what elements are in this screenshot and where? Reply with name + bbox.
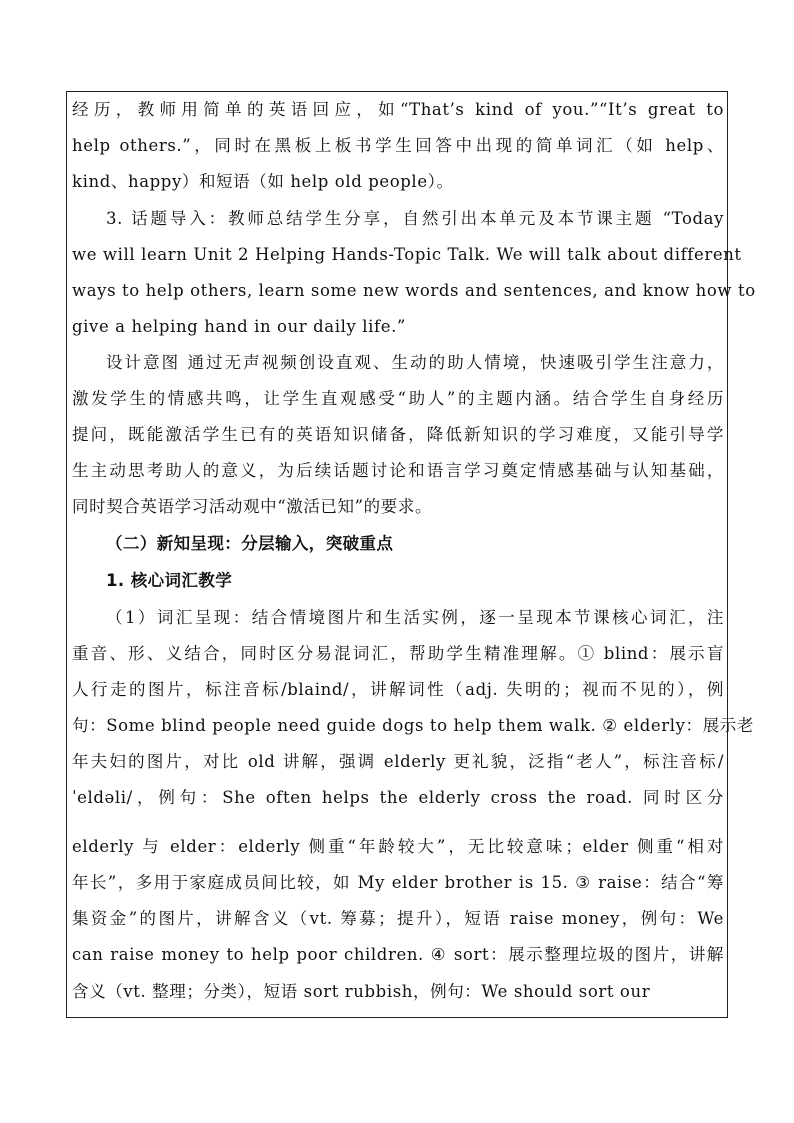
vocabulary-line: 句：Some blind people need guide dogs to help them walk. ② elderly：展示老 — [72, 716, 754, 735]
design-intent-line: 同时契合英语学习活动观中“激活已知”的要求。 — [72, 497, 433, 516]
paragraph-line: 经历，教师用简单的英语回应，如“That’s kind of you.”“It’s great to — [72, 100, 724, 119]
vocabulary-line: 集资金”的图片，讲解含义（vt. 筹募；提升），短语 raise money，例句：We — [72, 909, 724, 928]
vocabulary-line: 含义（vt. 整理；分类），短语 sort rubbish，例句：We should sort our — [72, 982, 651, 1001]
design-intent-line: 提问，既能激活学生已有的英语知识储备，降低新知识的学习难度，又能引导学 — [72, 425, 724, 444]
vocabulary-line: can raise money to help poor children. ④ sort：展示整理垃圾的图片，讲解 — [72, 945, 724, 964]
design-intent-line: 生主动思考助人的意义，为后续话题讨论和语言学习奠定情感基础与认知基础， — [72, 461, 724, 480]
paragraph-line: help others.”，同时在黑板上板书学生回答中出现的简单词汇（如 help、 — [72, 136, 724, 155]
paragraph-line: we will learn Unit 2 Helping Hands-Topic Talk. We will talk about different — [72, 245, 742, 264]
vocabulary-line: （1）词汇呈现：结合情境图片和生活实例，逐一呈现本节课核心词汇，注 — [106, 608, 724, 627]
paragraph-line: give a helping hand in our daily life.” — [72, 317, 406, 336]
vocabulary-line: ˈeldəli/，例句：She often helps the elderly cross the road. 同时区分 — [72, 788, 724, 807]
paragraph-line: ways to help others, learn some new words and sentences, and know how to — [72, 281, 756, 300]
vocabulary-line: elderly 与 elder：elderly 侧重“年龄较大”，无比较意味；elder 侧重“相对 — [72, 837, 724, 856]
vocabulary-line: 重音、形、义结合，同时区分易混词汇，帮助学生精准理解。① blind：展示盲 — [72, 644, 724, 663]
design-intent-line: 设计意图 通过无声视频创设直观、生动的助人情境，快速吸引学生注意力， — [106, 353, 724, 372]
subsection-heading: 1. 核心词汇教学 — [106, 571, 233, 590]
vocabulary-line: 人行走的图片，标注音标/blaind/，讲解词性（adj. 失明的；视而不见的），例 — [72, 680, 724, 699]
vocabulary-line: 年长”，多用于家庭成员间比较，如 My elder brother is 15. ③ raise：结合“筹 — [72, 873, 724, 892]
paragraph-line: 3. 话题导入：教师总结学生分享，自然引出本单元及本节课主题 “Today — [106, 209, 724, 228]
design-intent-line: 激发学生的情感共鸣，让学生直观感受“助人”的主题内涵。结合学生自身经历 — [72, 389, 724, 408]
section-heading: （二）新知呈现：分层输入，突破重点 — [106, 534, 394, 553]
paragraph-line: kind、happy）和短语（如 help old people）。 — [72, 172, 454, 191]
vocabulary-line: 年夫妇的图片，对比 old 讲解，强调 elderly 更礼貌，泛指“老人”，标注音标/ — [72, 752, 724, 771]
